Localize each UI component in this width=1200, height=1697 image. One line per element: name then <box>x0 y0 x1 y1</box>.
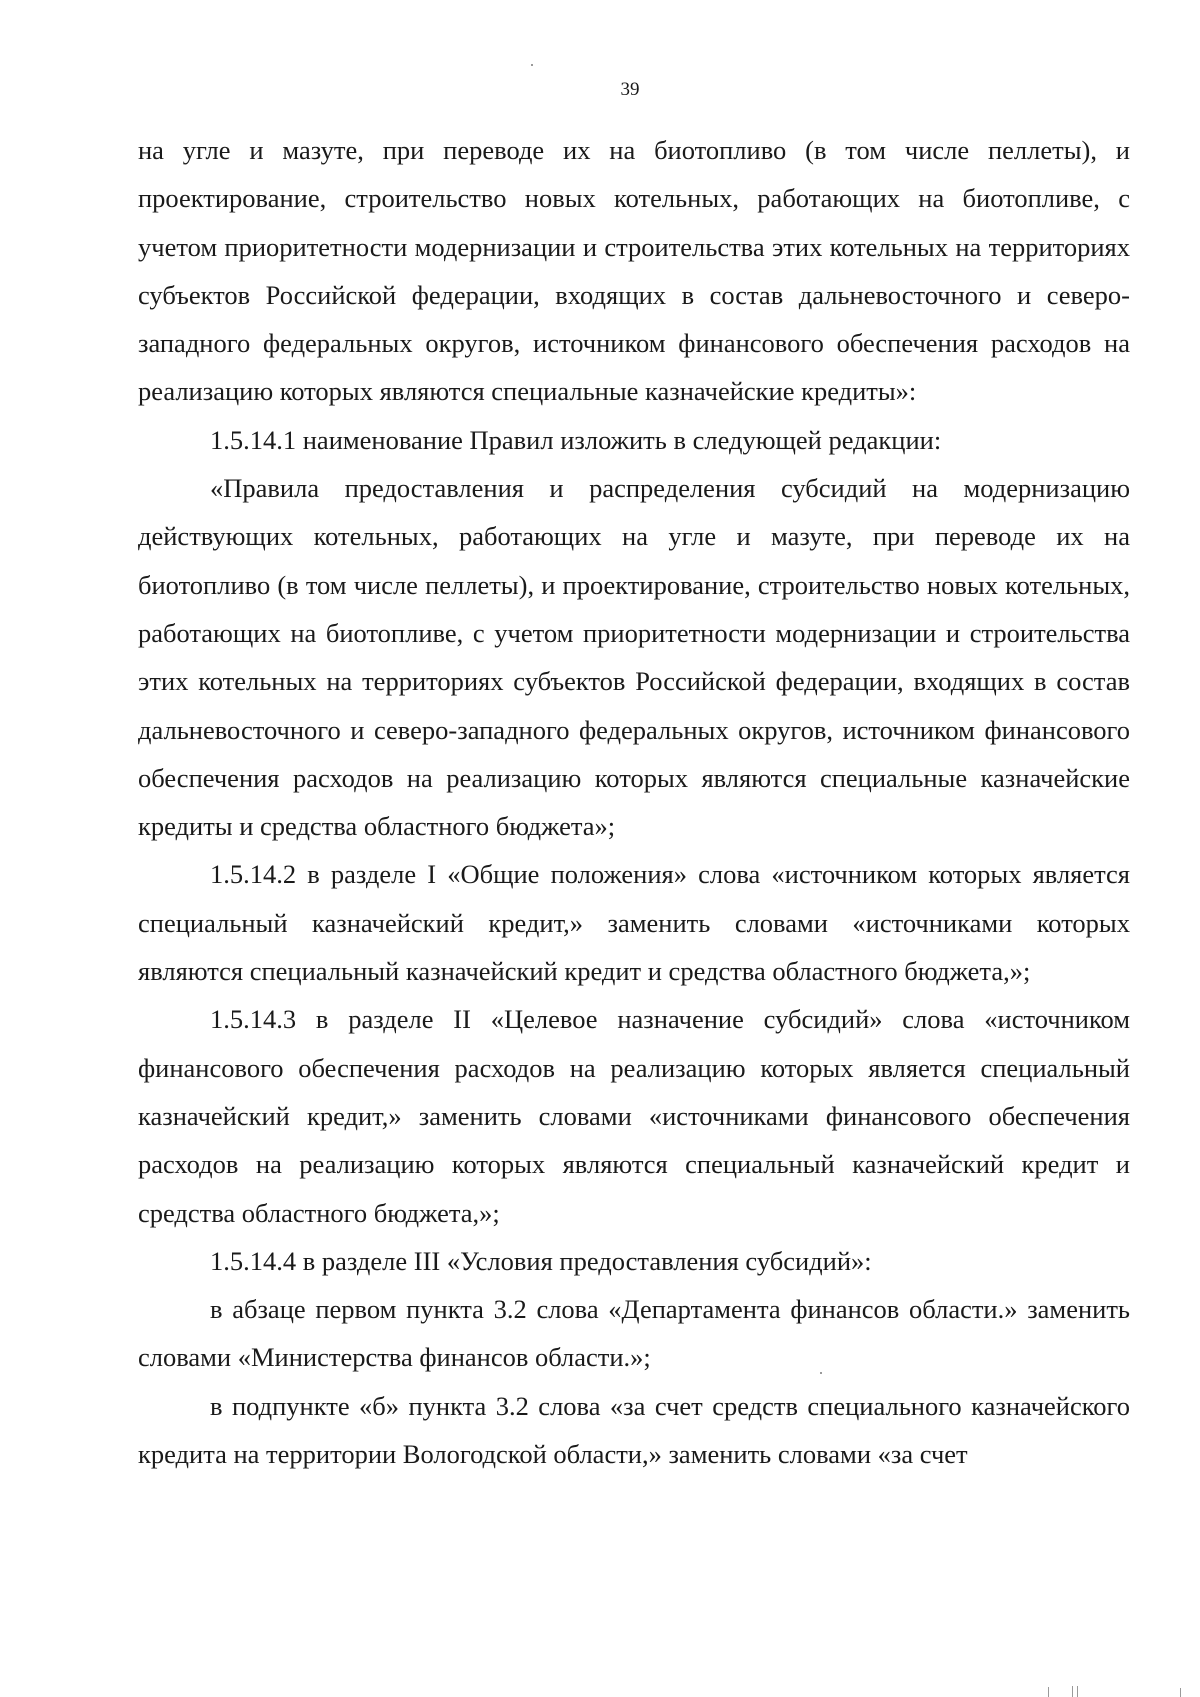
page-number: 39 <box>620 79 640 100</box>
scan-mark-bottom-4 <box>1180 1688 1181 1697</box>
paragraph-1-5-14-3: 1.5.14.3 в разделе II «Целевое назначение субсидий» слова «источником финансового обеспечения расходов на реализацию которых является специальный казначейский кредит,» заменить словами «источниками финансового обеспечения расходов на реализацию которых являются специальный казначейский кредит и средства областного бюджета,»; <box>138 1004 1130 1228</box>
scan-speck-top <box>531 64 533 66</box>
paragraph-1-5-14-1: 1.5.14.1 наименование Правил изложить в следующей редакции: <box>210 424 942 455</box>
paragraph-clause-3-2-first: в абзаце первом пункта 3.2 слова «Департамента финансов области.» заменить словами «Министерства финансов области.»; <box>138 1294 1130 1373</box>
paragraph-rules-title: «Правила предоставления и распределения субсидий на модернизацию действующих котельных, работающих на угле и мазуте, при переводе их на биотопливо (в том числе пеллеты), и проектирование, строительство новых котельных, работающих на биотопливе, с учетом приоритетности модернизации и строительства этих котельных на территориях субъектов Российской федерации, входящих в состав дальневосточного и северо-западного федеральных округов, источником финансового обеспечения расходов на реализацию которых являются специальные казначейские кредиты и средства областного бюджета»; <box>138 473 1130 842</box>
scan-mark-bottom-3 <box>1077 1686 1078 1697</box>
scan-speck-right <box>820 1372 822 1374</box>
document-body <box>138 126 1130 1478</box>
paragraph-clause-3-2-b: в подпункте «б» пункта 3.2 слова «за счет средств специального казначейского кредита на территории Вологодской области,» заменить словами «за счет <box>138 1390 1130 1470</box>
paragraph-continuation: на угле и мазуте, при переводе их на биотопливо (в том числе пеллеты), и проектирование, строительство новых котельных, работающих на биотопливе, с учетом приоритетности модернизации и строительства этих котельных на территориях субъектов Российской федерации, входящих в состав дальневосточного и северо-западного федеральных округов, источником финансового обеспечения расходов на реализацию которых являются специальные казначейские кредиты»: <box>138 135 1130 407</box>
paragraph-1-5-14-2: 1.5.14.2 в разделе I «Общие положения» слова «источником которых является специальный казначейский кредит,» заменить словами «источниками которых являются специальный казначейский кредит и средства областного бюджета,»; <box>138 859 1130 987</box>
scan-mark-bottom-1 <box>1048 1687 1049 1697</box>
scan-mark-bottom-2 <box>1072 1686 1073 1697</box>
paragraph-1-5-14-4: 1.5.14.4 в разделе III «Условия предоставления субсидий»: <box>210 1245 872 1276</box>
